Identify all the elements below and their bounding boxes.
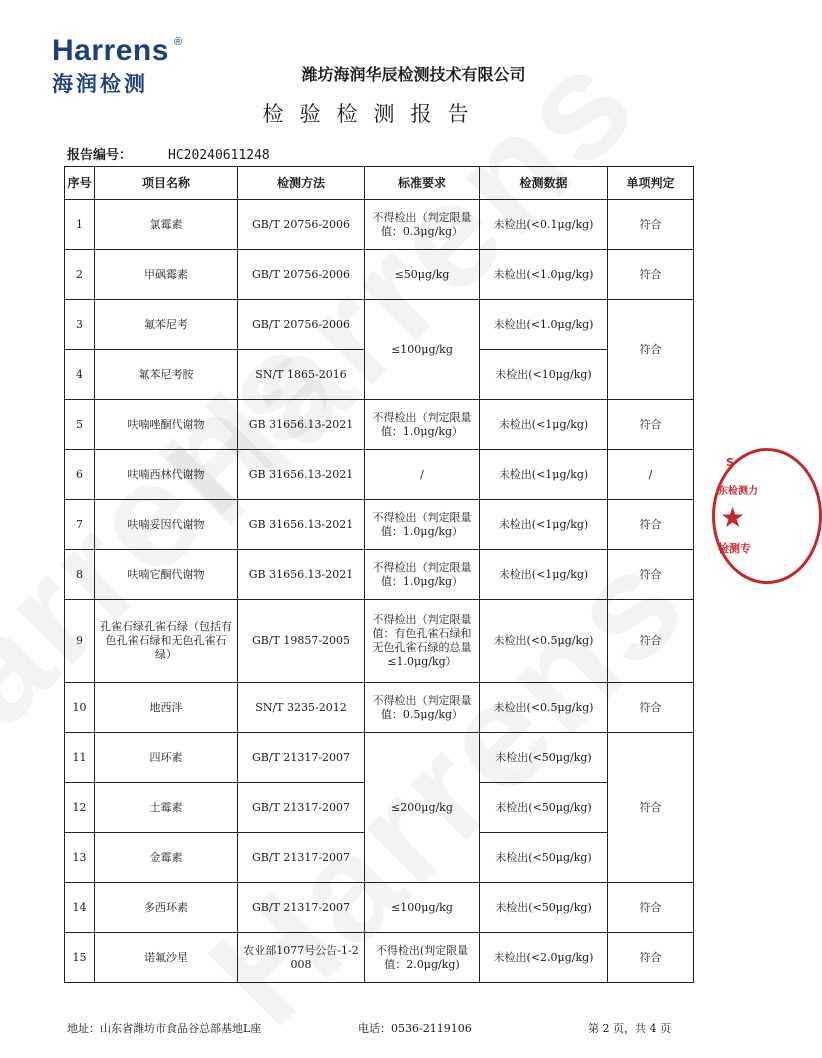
report-number-value: HC20240611248 (168, 148, 270, 163)
cell-result: 符合 (608, 733, 694, 883)
table-row (65, 550, 694, 600)
cell-item: 孔雀石绿孔雀石绿（包括有色孔雀石绿和无色孔雀石绿） (95, 600, 238, 683)
cell-data: 未检出(<1μg/kg) (480, 400, 608, 450)
cell-result: 符合 (608, 200, 694, 250)
footer-phone: 电话：0536-2119106 (358, 1022, 472, 1035)
cell-item: 地西泮 (95, 683, 238, 733)
star-icon: ★ (720, 501, 746, 534)
cell-standard: 不得检出（判定限量值：1.0μg/kg） (365, 500, 480, 550)
cell-no: 10 (65, 683, 95, 733)
cell-data: 未检出(<50μg/kg) (480, 783, 608, 833)
cell-result: 符合 (608, 883, 694, 933)
cell-item: 呋喃妥因代谢物 (95, 500, 238, 550)
cell-item: 四环素 (95, 733, 238, 783)
report-number-label: 报告编号： (67, 148, 133, 163)
cell-method: SN/T 1865-2016 (238, 350, 365, 400)
cell-item: 氟苯尼考 (95, 300, 238, 350)
cell-data: 未检出(<0.1μg/kg) (480, 200, 608, 250)
cell-method: GB 31656.13-2021 (238, 450, 365, 500)
table-row (65, 450, 694, 500)
table-row (65, 600, 694, 683)
cell-no: 7 (65, 500, 95, 550)
cell-item: 呋喃它酮代谢物 (95, 550, 238, 600)
footer-address: 地址：山东省潍坊市食品谷总部基地L座 (67, 1022, 262, 1035)
footer-page-number: 第 2 页，共 4 页 (588, 1022, 671, 1035)
cell-standard: 不得检出（判定限量值：0.5μg/kg） (365, 683, 480, 733)
cell-data: 未检出(<0.5μg/kg) (480, 600, 608, 683)
header-item: 项目名称 (95, 167, 238, 200)
cell-method: GB 31656.13-2021 (238, 400, 365, 450)
cell-method: GB 31656.13-2021 (238, 550, 365, 600)
cell-result: 符合 (608, 600, 694, 683)
cell-no: 11 (65, 733, 95, 783)
cell-item: 氯霉素 (95, 200, 238, 250)
cell-item: 氟苯尼考胺 (95, 350, 238, 400)
cell-no: 9 (65, 600, 95, 683)
cell-item: 呋喃西林代谢物 (95, 450, 238, 500)
cell-standard: 不得检出（判定限量值：1.0μg/kg） (365, 400, 480, 450)
cell-standard: 不得检出(判定限量值：2.0μg/kg) (365, 933, 480, 983)
cell-method: GB/T 21317-2007 (238, 833, 365, 883)
cell-method: GB/T 20756-2006 (238, 200, 365, 250)
cell-data: 未检出(<50μg/kg) (480, 833, 608, 883)
cell-no: 5 (65, 400, 95, 450)
cell-method: GB/T 21317-2007 (238, 883, 365, 933)
cell-data: 未检出(<1μg/kg) (480, 550, 608, 600)
cell-no: 14 (65, 883, 95, 933)
cell-no: 8 (65, 550, 95, 600)
cell-no: 2 (65, 250, 95, 300)
stamp-text-bottom: 检测专 (718, 542, 751, 555)
table-row (65, 733, 694, 783)
header-standard: 标准要求 (365, 167, 480, 200)
header-result: 单项判定 (608, 167, 694, 200)
stamp-text-middle: 东检测力 (718, 486, 758, 497)
cell-result: 符合 (608, 250, 694, 300)
cell-no: 12 (65, 783, 95, 833)
cell-standard: ≤50μg/kg (365, 250, 480, 300)
cell-data: 未检出(<50μg/kg) (480, 733, 608, 783)
cell-item: 多西环素 (95, 883, 238, 933)
table-row (65, 933, 694, 983)
table-header-row (65, 167, 694, 200)
cell-no: 13 (65, 833, 95, 883)
cell-result: / (608, 450, 694, 500)
cell-standard: / (365, 450, 480, 500)
company-name: 潍坊海润华辰检测技术有限公司 (301, 65, 526, 84)
cell-data: 未检出(<1μg/kg) (480, 500, 608, 550)
cell-data: 未检出(<1.0μg/kg) (480, 250, 608, 300)
table-row (65, 883, 694, 933)
cell-standard: 不得检出（判定限量值：1.0μg/kg） (365, 550, 480, 600)
cell-method: SN/T 3235-2012 (238, 683, 365, 733)
cell-method: GB/T 21317-2007 (238, 733, 365, 783)
header-method: 检测方法 (238, 167, 365, 200)
cell-item: 呋喃唑酮代谢物 (95, 400, 238, 450)
test-results-table (64, 166, 694, 983)
cell-no: 15 (65, 933, 95, 983)
cell-data: 未检出(<0.5μg/kg) (480, 683, 608, 733)
cell-standard: 不得检出（判定限量值：0.3μg/kg） (365, 200, 480, 250)
table-row (65, 500, 694, 550)
table-row (65, 400, 694, 450)
logo-brand-en: Harrens (52, 34, 169, 67)
cell-data: 未检出(<10μg/kg) (480, 350, 608, 400)
table-row (65, 300, 694, 350)
cell-result: 符合 (608, 683, 694, 733)
cell-item: 金霉素 (95, 833, 238, 883)
cell-data: 未检出(<1μg/kg) (480, 450, 608, 500)
report-number (67, 144, 270, 163)
cell-no: 3 (65, 300, 95, 350)
header-data: 检测数据 (480, 167, 608, 200)
cell-item: 土霉素 (95, 783, 238, 833)
cell-result: 符合 (608, 300, 694, 400)
cell-method: GB/T 20756-2006 (238, 250, 365, 300)
cell-result: 符合 (608, 550, 694, 600)
cell-method: GB 31656.13-2021 (238, 500, 365, 550)
table-row (65, 683, 694, 733)
cell-data: 未检出(<2.0μg/kg) (480, 933, 608, 983)
cell-standard: ≤200μg/kg (365, 733, 480, 883)
report-title: 检验检测报告 (262, 102, 485, 126)
stamp-text-top: S (726, 456, 734, 469)
cell-result: 符合 (608, 933, 694, 983)
cell-no: 1 (65, 200, 95, 250)
official-seal-stamp (712, 448, 782, 584)
cell-standard: 不得检出（判定限量值：有色孔雀石绿和无色孔雀石绿的总量≤1.0μg/kg） (365, 600, 480, 683)
cell-no: 4 (65, 350, 95, 400)
logo-brand-cn: 海润检测 (52, 72, 148, 96)
cell-item: 诺氟沙星 (95, 933, 238, 983)
table-row (65, 250, 694, 300)
table-row (65, 200, 694, 250)
cell-standard: ≤100μg/kg (365, 883, 480, 933)
cell-method: GB/T 21317-2007 (238, 783, 365, 833)
cell-item: 甲砜霉素 (95, 250, 238, 300)
header-no: 序号 (65, 167, 95, 200)
cell-method: GB/T 19857-2005 (238, 600, 365, 683)
registered-mark: ® (174, 36, 183, 48)
cell-standard: ≤100μg/kg (365, 300, 480, 400)
cell-method: GB/T 20756-2006 (238, 300, 365, 350)
cell-result: 符合 (608, 400, 694, 450)
cell-method: 农业部1077号公告-1-2008 (238, 933, 365, 983)
cell-result: 符合 (608, 500, 694, 550)
cell-data: 未检出(<50μg/kg) (480, 883, 608, 933)
cell-data: 未检出(<1.0μg/kg) (480, 300, 608, 350)
cell-no: 6 (65, 450, 95, 500)
